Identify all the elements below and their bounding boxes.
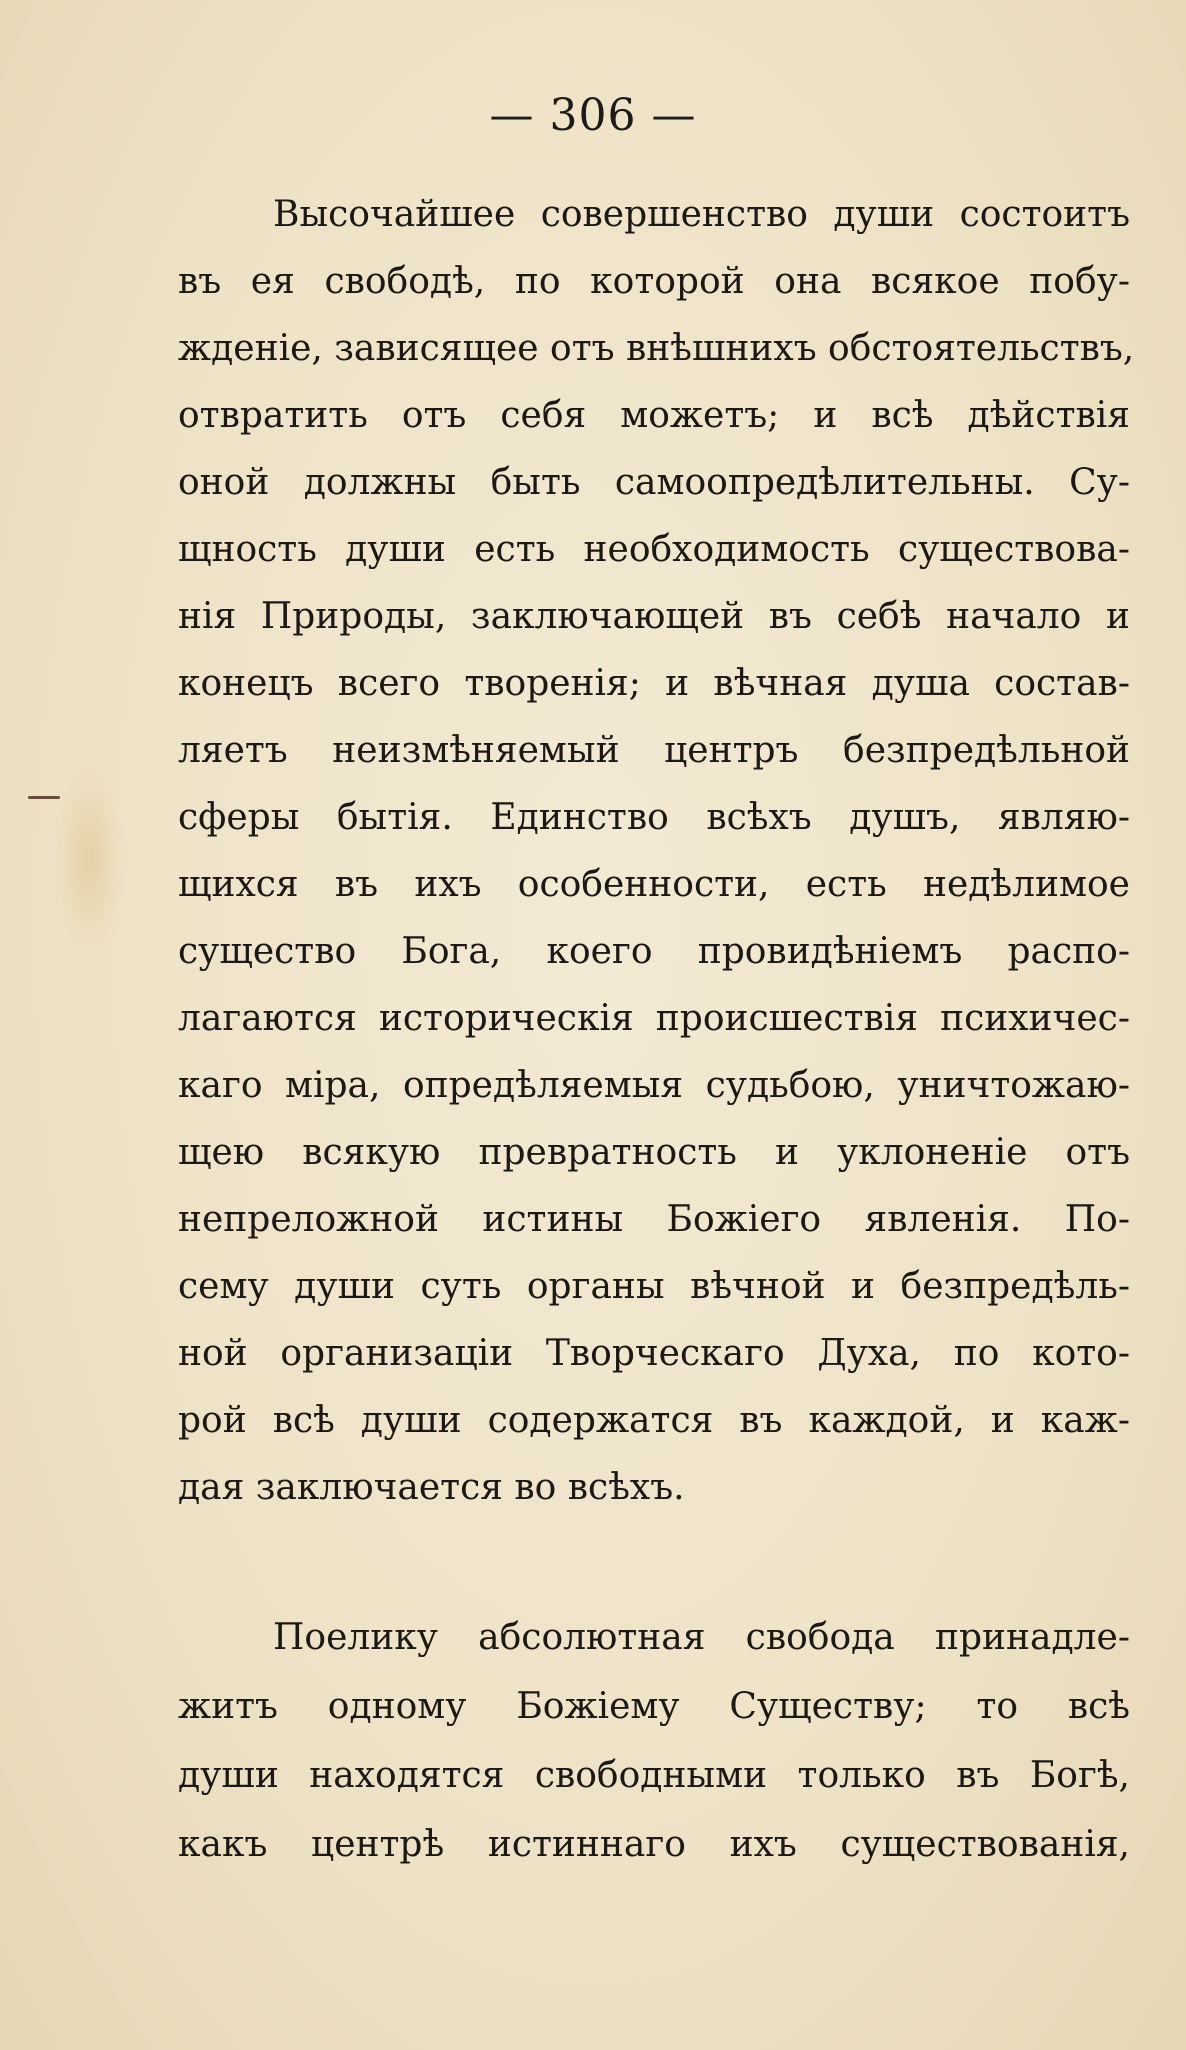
text-line: въ ея свободѣ, по которой она всякое побу- (178, 261, 1130, 302)
text-line: существо Бога, коего провидѣніемъ распо- (178, 931, 1130, 972)
text-line: рой всѣ души содержатся въ каждой, и каж- (178, 1400, 1130, 1441)
margin-mark (28, 796, 60, 799)
paper-stain (55, 760, 125, 960)
text-line: щность души есть необходимость существова- (178, 529, 1130, 570)
text-line: житъ одному Божіему Существу; то всѣ (178, 1686, 1130, 1727)
text-line: какъ центрѣ истиннаго ихъ существованія, (178, 1824, 1130, 1865)
text-line: каго міра, опредѣляемыя судьбою, уничтожаю- (178, 1065, 1130, 1106)
text-line: щею всякую превратность и уклоненіе отъ (178, 1132, 1130, 1173)
text-line: дая заключается во всѣхъ. (178, 1467, 685, 1508)
text-line: нія Природы, заключающей въ себѣ начало и (178, 596, 1130, 637)
text-line: конецъ всего творенія; и вѣчная душа состав- (178, 663, 1130, 704)
text-line: сему души суть органы вѣчной и безпредѣль- (178, 1266, 1130, 1307)
text-line: щихся въ ихъ особенности, есть недѣлимое (178, 864, 1130, 905)
page-number: — 306 — (489, 90, 697, 141)
text-line: сферы бытія. Единство всѣхъ душъ, являю- (178, 797, 1130, 838)
text-line: Высочайшее совершенство души состоитъ (273, 194, 1130, 235)
text-line: жденіе, зависящее отъ внѣшнихъ обстоятельствъ, (178, 328, 1135, 369)
text-line: лагаются историческія происшествія психичес- (178, 998, 1130, 1039)
text-line: ной организаціи Творческаго Духа, по кото- (178, 1333, 1130, 1374)
text-line: ляетъ неизмѣняемый центръ безпредѣльной (178, 730, 1130, 771)
text-line: отвратить отъ себя можетъ; и всѣ дѣйствія (178, 395, 1130, 436)
text-line: души находятся свободными только въ Богѣ, (178, 1755, 1130, 1796)
text-line: оной должны быть самоопредѣлительны. Су- (178, 462, 1130, 503)
text-line: Поелику абсолютная свобода принадле- (273, 1617, 1130, 1658)
text-line: непреложной истины Божіего явленія. По- (178, 1199, 1130, 1240)
